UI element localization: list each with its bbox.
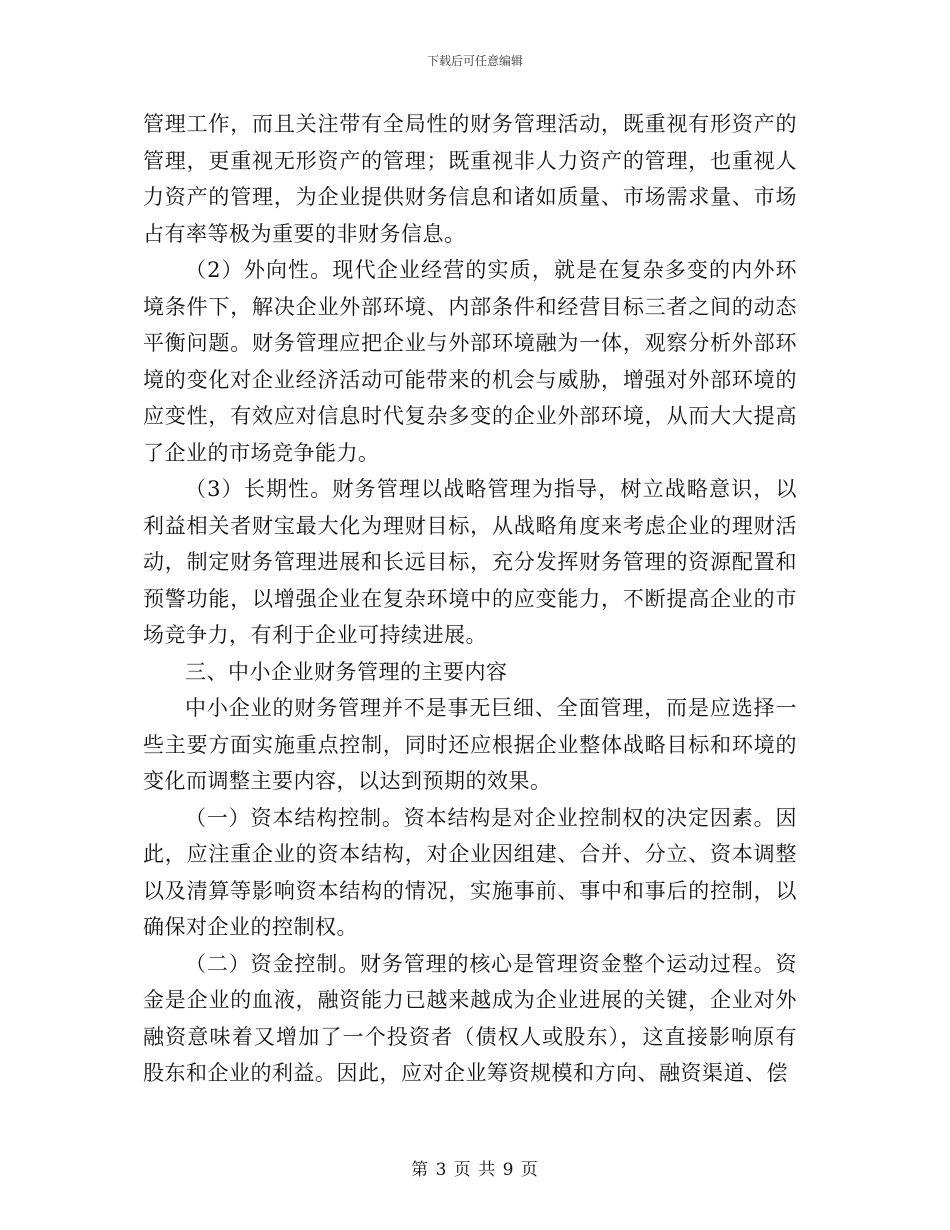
document-body [143,106,797,1092]
paragraph-outward-orientation: （2）外向性。现代企业经营的实质，就是在复杂多变的内外环境条件下，解决企业外部环境、内部条件和经营目标三者之间的动态平衡问题。财务管理应把企业与外部环境融为一体，观察分析外部环境的变化对企业经济活动可能带来的机会与威胁，增强对外部环境的应变性，有效应对信息时代复杂多变的企业外部环境，从而大大提高了企业的市场竞争能力。 [143,258,797,465]
paragraph-long-term: （3）长期性。财务管理以战略管理为指导，树立战略意识，以利益相关者财宝最大化为理财目标，从战略角度来考虑企业的理财活动，制定财务管理进展和长远目标，充分发挥财务管理的资源配置和预警功能，以增强企业在复杂环境中的应变能力，不断提高企业的市场竞争力，有利于企业可持续进展。 [143,477,797,647]
paragraph-capital-structure: （一）资本结构控制。资本结构是对企业控制权的决定因素。因此，应注重企业的资本结构，对企业因组建、合并、分立、资本调整以及清算等影响资本结构的情况，实施事前、事中和事后的控制，以确保对企业的控制权。 [143,805,797,939]
paragraph-intro: 中小企业的财务管理并不是事无巨细、全面管理，而是应选择一些主要方面实施重点控制，同时还应根据企业整体战略目标和环境的变化而调整主要内容，以达到预期的效果。 [143,696,797,793]
page-header: 下载后可任意编辑 [426,54,523,68]
paragraph-funds-control: （二）资金控制。财务管理的核心是管理资金整个运动过程。资金是企业的血液，融资能力已越来越成为企业进展的关键，企业对外融资意味着又增加了一个投资者（债权人或股东），这直接影响原有股东和企业的利益。因此，应对企业筹资规模和方向、融资渠道、偿 [143,951,797,1085]
paragraph-continuation: 管理工作，而且关注带有全局性的财务管理活动，既重视有形资产的管理，更重视无形资产的管理；既重视非人力资产的管理，也重视人力资产的管理，为企业提供财务信息和诸如质量、市场需求量、市场占有率等极为重要的非财务信息。 [143,112,797,246]
page-footer: 第 3 页 共 9 页 [411,1160,539,1180]
section-heading: 三、中小企业财务管理的主要内容 [185,659,508,684]
